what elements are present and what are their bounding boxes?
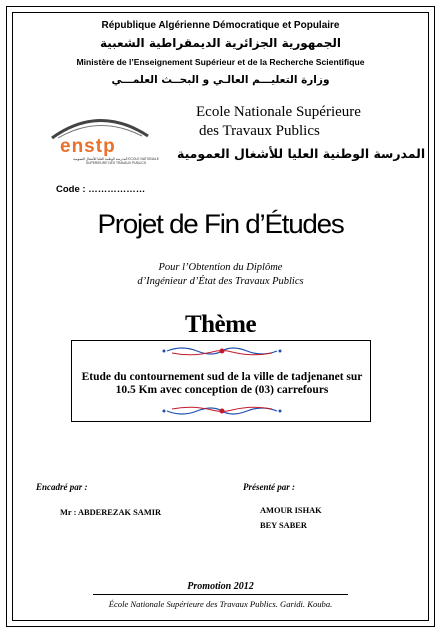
ornament-top-icon	[72, 344, 372, 358]
school-name-line1: Ecole Nationale Supérieure	[196, 104, 361, 120]
promotion-year: Promotion 2012	[187, 581, 254, 592]
author-name: BEY SABER	[260, 521, 307, 530]
header-republic-ar: الجمهورية الجزائرية الديمقراطية الشعبية	[99, 36, 342, 50]
header-ministry-fr: Ministère de l’Enseignement Supérieur et de la Recherche Scientifique	[76, 57, 365, 67]
presented-by-label: Présenté par :	[243, 482, 295, 492]
subtitle-diploma: Pour l’Obtention du Diplôme	[158, 262, 283, 273]
school-name-line2: des Travaux Publics	[199, 123, 320, 139]
ornament-bottom-icon	[72, 404, 372, 418]
footer-address: École Nationale Supérieure des Travaux Publics. Garidi. Kouba.	[108, 599, 333, 609]
header-ministry-ar: وزارة التعليـــم العالـي و البحــث العلمـــي	[111, 74, 330, 86]
theme-box	[71, 340, 371, 422]
supervisor-name: Mr : ABDEREZAK SAMIR	[60, 508, 162, 517]
theme-heading: Thème	[184, 311, 257, 338]
logo-text: enstp	[60, 136, 116, 157]
header-republic-fr: République Algérienne Démocratique et Populaire	[101, 20, 340, 31]
school-name-arabic: المدرسة الوطنية العليا للأشغال العمومية	[177, 146, 426, 161]
theme-title: Etude du contournement sud de la ville de tadjenanet sur 10.5 Km avec conception de (03) carrefours	[81, 371, 363, 396]
footer-divider	[93, 594, 348, 595]
logo-caption: المدرسة الوطنية العليا للأشغال العمومية ECOLE NATIONALE SUPERIEURE DES TRAVAUX PUBLICS	[73, 157, 159, 166]
supervised-by-label: Encadré par :	[36, 482, 88, 492]
code-field: Code : ………………	[56, 184, 146, 195]
document-title: Projet de Fin d’Études	[97, 209, 344, 239]
subtitle-engineer: d’Ingénieur d’État des Travaux Publics	[137, 276, 304, 287]
author-name: AMOUR ISHAK	[260, 506, 322, 515]
